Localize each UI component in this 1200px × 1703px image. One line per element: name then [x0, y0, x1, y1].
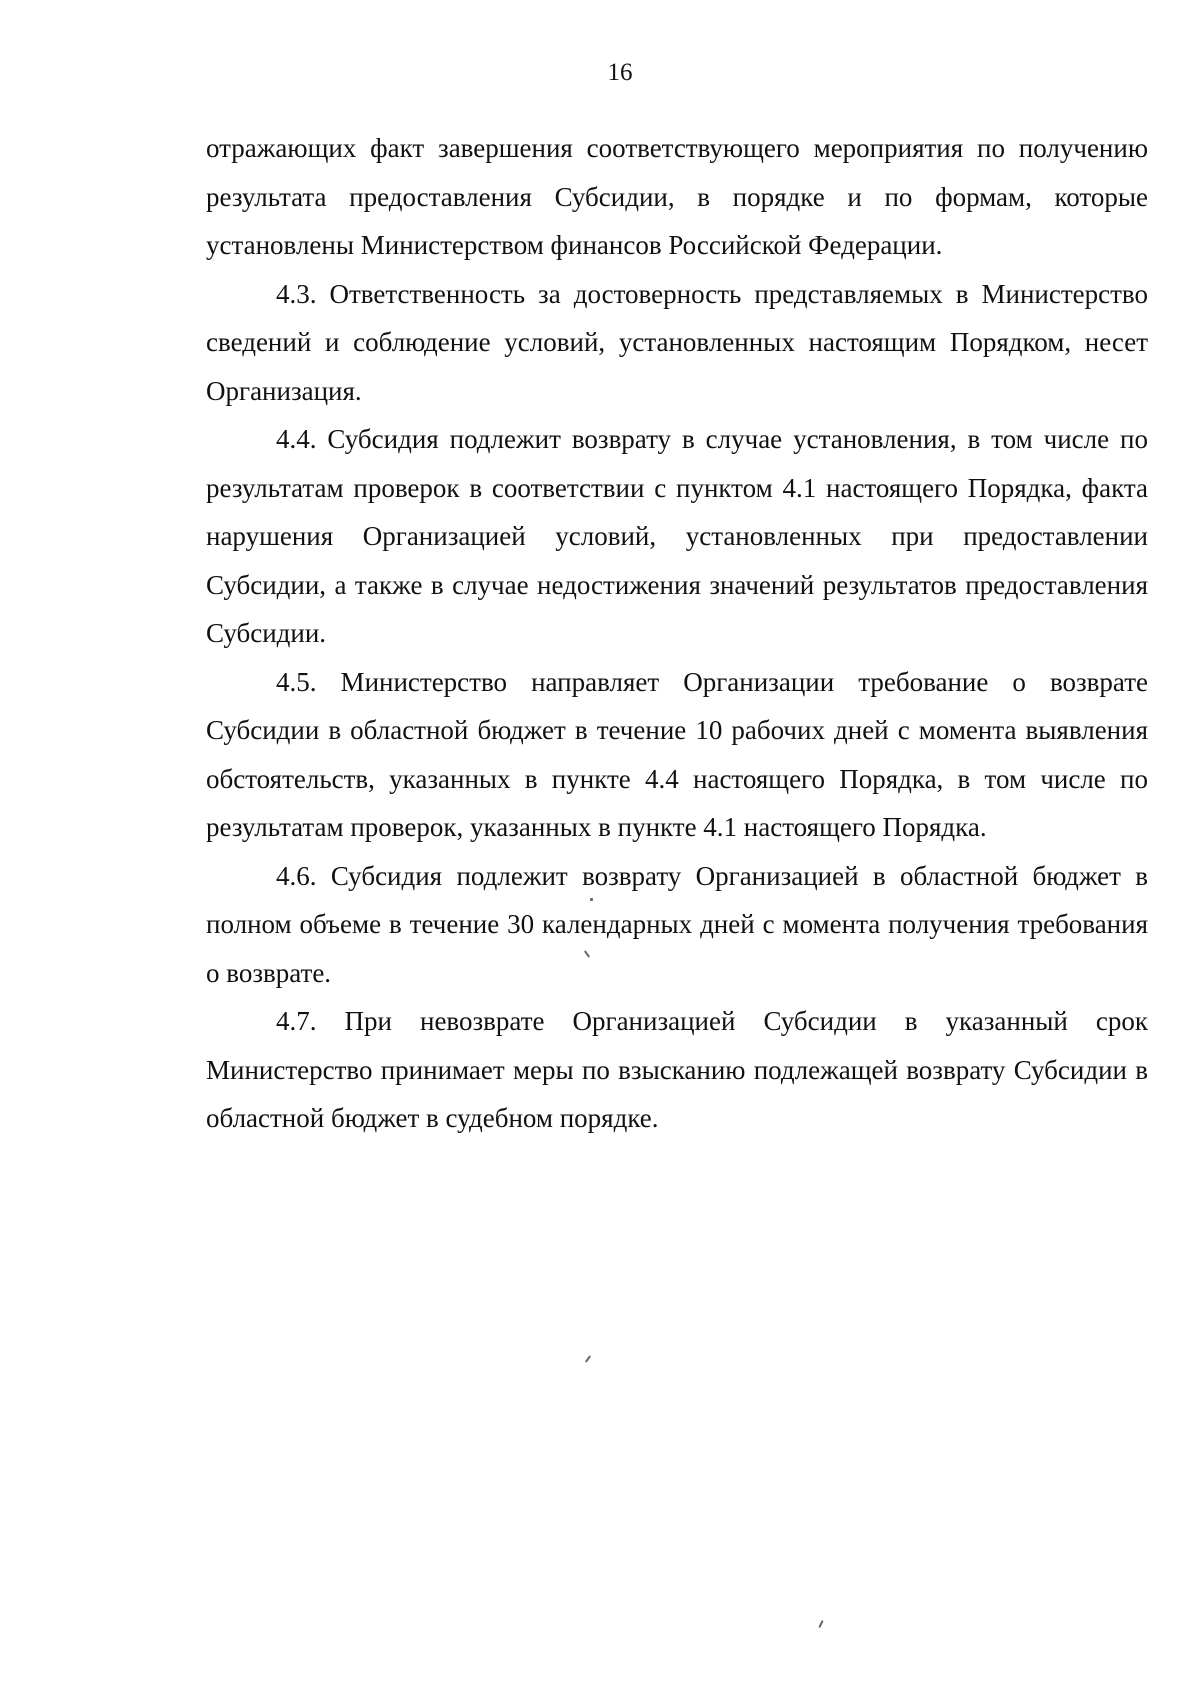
scan-speck: [585, 1355, 591, 1363]
scan-speck: [590, 898, 593, 901]
paragraph-4-5: 4.5. Министерство направляет Организации требование о возврате Субсидии в областной бюджет в течение 10 рабочих дней с момента выявления обстоятельств, указанных в пункте 4.4 настоящего Порядка, в том числе по результатам проверок, указанных в пункте 4.1 настоящего Порядка.: [206, 666, 1148, 842]
scan-speck: [818, 1620, 823, 1628]
paragraph-4-6: 4.6. Субсидия подлежит возврату Организацией в областной бюджет в полном объеме в течение 30 календарных дней с момента получения требования о возврате.: [206, 860, 1148, 988]
paragraph-4-7: 4.7. При невозврате Организацией Субсидии в указанный срок Министерство принимает меры по взысканию подлежащей возврату Субсидии в областной бюджет в судебном порядке.: [206, 1006, 1148, 1133]
paragraph-4-3: 4.3. Ответственность за достоверность представляемых в Министерство сведений и соблюдение условий, установленных настоящим Порядком, несет Организация.: [206, 278, 1148, 406]
paragraph-4-4: 4.4. Субсидия подлежит возврату в случае установления, в том числе по результатам проверок в соответствии с пунктом 4.1 настоящего Порядка, факта нарушения Организацией условий, установленных при предоставлении Субсидии, а также в случае недостижения значений результатов предоставления Субсидии.: [206, 424, 1148, 648]
document-body: [206, 124, 1148, 1143]
paragraph-continuation: отражающих факт завершения соответствующего мероприятия по получению результата предоставления Субсидии, в порядке и по формам, которые установлены Министерством финансов Российской Федерации.: [206, 133, 1148, 260]
page-number: 16: [607, 59, 633, 86]
